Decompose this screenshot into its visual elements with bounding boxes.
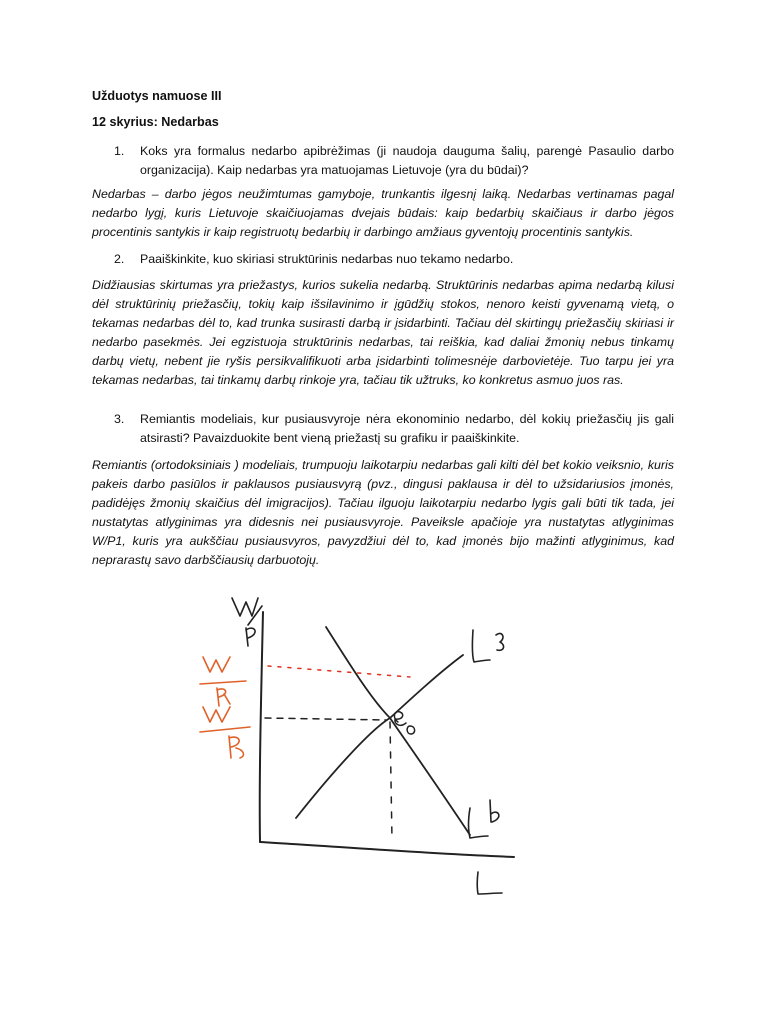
question-number: 2.	[114, 252, 125, 266]
answer-2: Didžiausias skirtumas yra priežastys, kurios sukelia nedarbą. Struktūrinis nedarbas apima nedarbą kilusi dėl struktūrinių priežasčių, tokių kaip išsilavinimo ir įgūdžių stokos, nenoro keisti gyvenamą vietą, o tekamas nedarbas dėl to, kad trunka susirasti darbą ir įsidarbinti. Tačiau dėl skirtingų priežasčių skiriasi ir nedarbo pasekmės. Jei egzistuoja struktūrinis nedarbas, tai reiškia, kad daliai žmonių nebus tinkamų darbų vietų, nebent jie ryšis persikvalifikuoti arba įsidarbinti tolimesnėje darbovietėje. Tuo tarpu jei yra tekamas nedarbas, tai tinkamų darbų rinkoje yra, tačiau tik užtruks, ko konkretus asmuo juos ras.	[92, 278, 674, 388]
answer-1: Nedarbas – darbo jėgos neužimtumas gamyboje, trunkantis ilgesnį laiką. Nedarbas vertinamas pagal nedarbo lygį, kuris Lietuvoje skaičiuojamas dvejais būdais: kaip bedarbių skaičiaus ir darbo jėgos procentinis santykis ir kaip registruotų bedarbių ir darbingo amžiaus gyventojų procentinis santykis.	[92, 187, 674, 240]
question-number: 3.	[114, 412, 125, 426]
answer-3: Remiantis (ortodoksiniais ) modeliais, trumpuoju laikotarpiu nedarbas gali kilti dėl bet kokio veiksnio, kuris pakeis darbo pasiūlos ir paklausos pusiausvyrą (pvz., dingusi paklausa ir dėl to užsidariusios įmonės, padidėjęs žmonių skaičius dėl imigracijos). Tačiau ilguoju laikotarpiu nedarbo lygis gali būti tik tada, jei nustatytas atlyginimas yra didesnis nei pusiausvyroje. Paveiksle apačioje yra nustatytas atlyginimas W/P1, kuris yra aukščiau pusiausvyros, pavyzdžiui dėl to, kad įmonės bijo mažinti atlyginimus, kad neprarastų savo darbščiausių darbuotojų.	[92, 458, 674, 568]
equilibrium-quantity-dashed-line	[390, 722, 392, 840]
x-axis	[260, 842, 514, 857]
chapter-heading: 12 skyrius: Nedarbas	[92, 115, 219, 129]
question-text: Remiantis modeliais, kur pusiausvyroje nėra ekonominio nedarbo, dėl kokių priežasčių jis gali atsirasti? Pavaizduokite bent vieną priežastį su grafiku ir paaiškinkite.	[140, 412, 674, 445]
wage-eq-label-handwritten	[200, 707, 250, 758]
equilibrium-wage-dashed-line	[265, 718, 386, 720]
wage-above-dashed-line	[268, 666, 410, 677]
demand-curve	[326, 627, 470, 835]
document-title: Užduotys namuose III	[92, 89, 222, 103]
wage-above-label-handwritten	[200, 657, 246, 706]
demand-label-handwritten	[469, 800, 499, 838]
supply-curve	[296, 655, 463, 818]
y-axis	[260, 612, 263, 842]
question-number: 1.	[114, 144, 125, 158]
supply-label-handwritten	[472, 630, 503, 662]
question-text: Paaiškinkite, kuo skiriasi struktūrinis nedarbas nuo tekamo nedarbo.	[140, 252, 514, 266]
question-text: Koks yra formalus nedarbo apibrėžimas (ji naudoja dauguma šalių, parengė Pasaulio darbo organizacija). Kaip nedarbas yra matuojamas Lietuvoje (yra du būdai)?	[140, 144, 674, 177]
x-axis-label-handwritten	[477, 872, 502, 894]
y-axis-label-handwritten	[232, 598, 262, 646]
equilibrium-label-handwritten	[394, 712, 414, 734]
